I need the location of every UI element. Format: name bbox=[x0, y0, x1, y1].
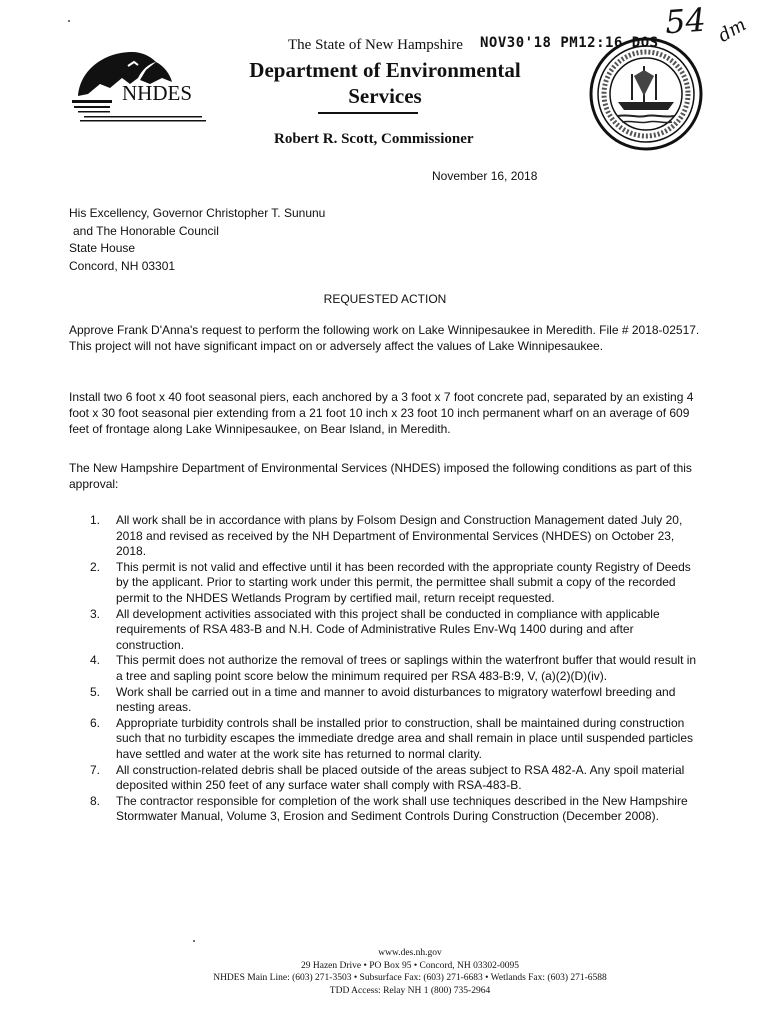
address-line: Concord, NH 03301 bbox=[69, 258, 176, 273]
handwritten-initials: dm bbox=[714, 14, 750, 47]
letter-date: November 16, 2018 bbox=[432, 169, 538, 183]
condition-number: 6. bbox=[90, 715, 101, 730]
address-line: and The Honorable Council bbox=[73, 223, 219, 238]
state-line: The State of New Hampshire bbox=[288, 37, 463, 53]
condition-item bbox=[90, 716, 702, 763]
scan-speck bbox=[193, 940, 195, 942]
commissioner-line: Robert R. Scott, Commissioner bbox=[274, 131, 474, 147]
condition-text: All development activities associated with this project shall be conducted in compliance with applicable requirements of RSA 483-B and N.H. Code of Administrative Rules Env-Wq 1400 during and after construction. bbox=[116, 606, 660, 652]
condition-number: 5. bbox=[90, 684, 101, 699]
nhdes-logo bbox=[70, 44, 220, 124]
letter-footer bbox=[0, 947, 770, 997]
received-stamp: NOV30'18 PM12:16 DOS bbox=[480, 35, 659, 51]
department-line-2: Services bbox=[348, 84, 422, 108]
address-line: State House bbox=[69, 241, 136, 255]
condition-text: Work shall be carried out in a time and manner to avoid disturbances to migratory waterfowl breeding and nesting areas. bbox=[116, 684, 676, 715]
footer-website: www.des.nh.gov bbox=[378, 948, 442, 958]
condition-item bbox=[90, 513, 702, 560]
condition-item bbox=[90, 607, 702, 654]
condition-text: Appropriate turbidity controls shall be installed prior to construction, shall be maintained during construction such that no turbidity escapes the immediate dredge area and shall remain in place until suspended particles have settled and water at the work site has returned to normal clarity. bbox=[116, 715, 694, 761]
condition-number: 2. bbox=[90, 559, 101, 574]
condition-text: All construction-related debris shall be placed outside of the areas subject to RSA 482-A. Any spoil material deposited within 250 feet of any surface water shall comply with RSA-483-B. bbox=[116, 762, 685, 793]
condition-item bbox=[90, 685, 702, 716]
scan-speck bbox=[68, 20, 70, 22]
department-line-1: Department of Environmental bbox=[249, 58, 521, 82]
condition-text: This permit is not valid and effective until it has been recorded with the appropriate county Registry of Deeds by the applicant. Prior to starting work under this permit, the permittee shall submit a copy of the recorded permit to the NHDES Wetlands Program by certified mail, return receipt requested. bbox=[116, 559, 691, 605]
condition-item bbox=[90, 763, 702, 794]
condition-item bbox=[90, 653, 702, 684]
condition-number: 4. bbox=[90, 653, 101, 668]
condition-number: 1. bbox=[90, 513, 101, 527]
state-seal-icon bbox=[588, 36, 704, 152]
condition-number: 3. bbox=[90, 606, 101, 621]
address-line: His Excellency, Governor Christopher T. Sununu bbox=[69, 206, 326, 220]
request-paragraph: Approve Frank D'Anna's request to perform the following work on Lake Winnipesaukee in Meredith. File # 2018-02517. This project will not have significant impact on or adversely affect the values of Lake Winnipesaukee. bbox=[69, 323, 700, 353]
department-title bbox=[200, 57, 570, 109]
condition-text: The contractor responsible for completion of the work shall use techniques described in the New Hampshire Stormwater Manual, Volume 3, Erosion and Sediment Controls During Construction (December 2008). bbox=[116, 793, 688, 824]
requested-action-heading: REQUESTED ACTION bbox=[323, 292, 447, 306]
conditions-intro: The New Hampshire Department of Environmental Services (NHDES) imposed the following conditions as part of this approval: bbox=[69, 461, 692, 491]
footer-address: 29 Hazen Drive • PO Box 95 • Concord, NH 03302-0095 bbox=[301, 960, 519, 971]
project-description: Install two 6 foot x 40 foot seasonal piers, each anchored by a 3 foot x 7 foot concrete pad, separated by an existing 4 foot x 30 foot seasonal pier extending from a 21 foot 10 inch x 23 foot 10 inch permanent wharf on an average of 609 feet of frontage along Lake Winnipesaukee, on Bear Island, in Meredith. bbox=[69, 390, 694, 436]
header-divider bbox=[318, 112, 418, 114]
conditions-list bbox=[90, 513, 702, 825]
condition-number: 8. bbox=[90, 793, 101, 808]
condition-item bbox=[90, 794, 702, 825]
recipient-address bbox=[69, 205, 325, 275]
handwritten-number: 54 bbox=[663, 0, 707, 42]
footer-phones: NHDES Main Line: (603) 271-3503 • Subsurface Fax: (603) 271-6683 • Wetlands Fax: (603) 271-6588 bbox=[213, 973, 607, 983]
condition-item bbox=[90, 560, 702, 607]
condition-text: All work shall be in accordance with plans by Folsom Design and Construction Management dated July 20, 2018 and revised as received by the NH Department of Environmental Services (NHDES) on October 23, 2018. bbox=[116, 513, 683, 559]
condition-text: This permit does not authorize the removal of trees or saplings within the waterfront buffer that would result in a tree and sapling point score below the minimum required per RSA 483-B:9, V, (a)(2)(D)(iv). bbox=[116, 653, 697, 683]
condition-number: 7. bbox=[90, 762, 101, 777]
logo-wordmark: NHDES bbox=[122, 81, 193, 105]
footer-tdd: TDD Access: Relay NH 1 (800) 735-2964 bbox=[329, 985, 491, 996]
